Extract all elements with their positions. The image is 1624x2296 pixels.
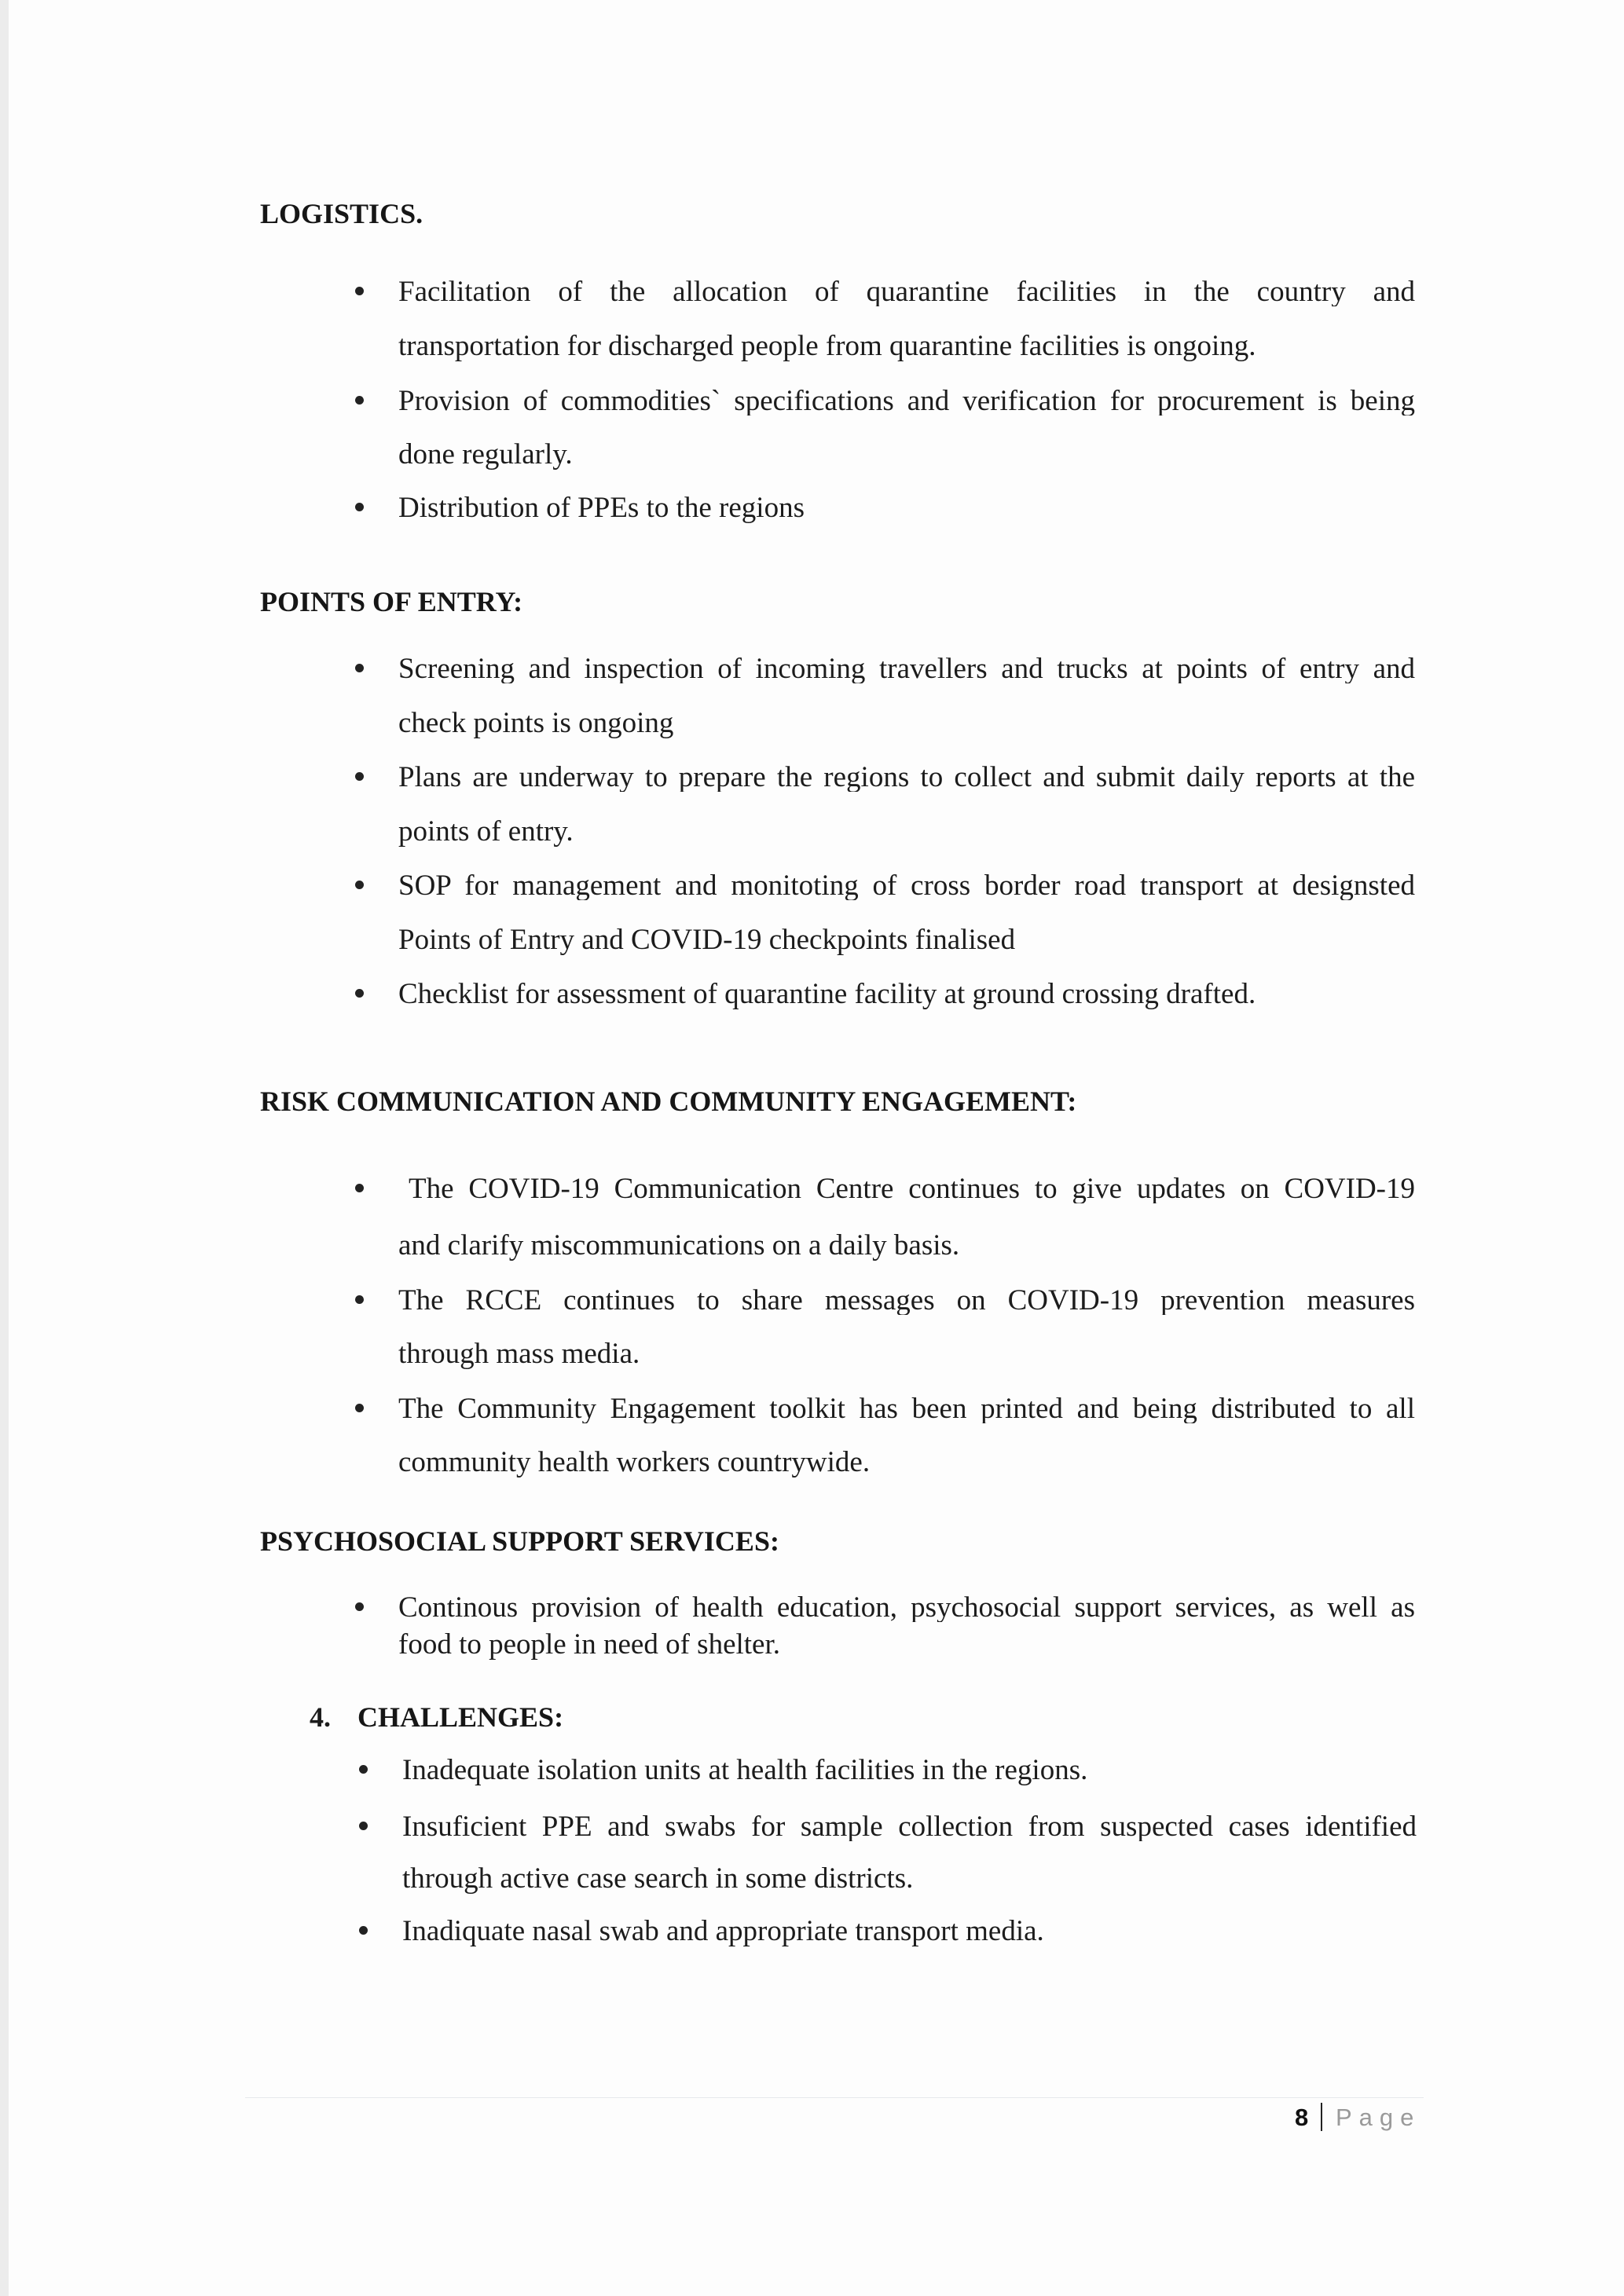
- page-label: Page: [1336, 2104, 1421, 2131]
- page-edge: [0, 0, 9, 2296]
- list-item-line: Continous provision of health education, psychosocial support services, as well as: [398, 1593, 1415, 1622]
- bullet-icon: [355, 772, 364, 781]
- list-item-line: done regularly.: [398, 438, 573, 471]
- bullet-icon: [359, 1822, 368, 1830]
- bullet-icon: [355, 287, 364, 295]
- bullet-icon: [355, 1184, 364, 1192]
- list-item-line: SOP for management and monitoting of cross border road transport at designsted: [398, 871, 1415, 900]
- section-heading-rcce: RISK COMMUNICATION AND COMMUNITY ENGAGEMENT:: [260, 1086, 1077, 1117]
- bullet-icon: [359, 1765, 368, 1774]
- list-item-line: food to people in need of shelter.: [398, 1628, 781, 1661]
- list-item-line: Screening and inspection of incoming travellers and trucks at points of entry and: [398, 654, 1415, 683]
- list-item-line: Points of Entry and COVID-19 checkpoints finalised: [398, 924, 1016, 956]
- list-item-line: through active case search in some districts.: [402, 1862, 914, 1895]
- bullet-icon: [355, 396, 364, 405]
- bullet-icon: [355, 881, 364, 889]
- section-heading-points-of-entry: POINTS OF ENTRY:: [260, 586, 523, 617]
- list-item-line: The Community Engagement toolkit has been printed and being distributed to all: [398, 1394, 1415, 1423]
- list-item-line: Plans are underway to prepare the regions to collect and submit daily reports at the: [398, 763, 1415, 792]
- bullet-icon: [355, 989, 364, 998]
- list-item-line: community health workers countrywide.: [398, 1446, 871, 1478]
- bullet-icon: [355, 1295, 364, 1304]
- section-heading-psychosocial: PSYCHOSOCIAL SUPPORT SERVICES:: [260, 1525, 779, 1557]
- page-number-separator: [1321, 2103, 1322, 2131]
- list-item-line: Insuficient PPE and swabs for sample collection from suspected cases identified: [402, 1812, 1417, 1841]
- list-item-line: Distribution of PPEs to the regions: [398, 492, 805, 524]
- section-number: 4.: [310, 1701, 331, 1733]
- list-item-line: Facilitation of the allocation of quarantine facilities in the country and: [398, 277, 1415, 306]
- list-item-line: and clarify miscommunications on a daily basis.: [398, 1229, 960, 1262]
- section-heading-challenges: CHALLENGES:: [357, 1701, 564, 1733]
- list-item-line: check points is ongoing: [398, 707, 674, 739]
- bullet-icon: [359, 1926, 368, 1935]
- page-number: 8: [1295, 2104, 1309, 2131]
- bullet-icon: [355, 664, 364, 672]
- list-item-line: Provision of commodities` specifications and verification for procurement is being: [398, 386, 1415, 416]
- list-item-line: Checklist for assessment of quarantine facility at ground crossing drafted.: [398, 978, 1256, 1010]
- bullet-icon: [355, 1404, 364, 1412]
- list-item-line: Inadequate isolation units at health facilities in the regions.: [402, 1754, 1088, 1786]
- list-item-line: Inadiquate nasal swab and appropriate transport media.: [402, 1915, 1044, 1947]
- list-item-line: points of entry.: [398, 815, 574, 848]
- bullet-icon: [355, 503, 364, 511]
- list-item-line: through mass media.: [398, 1338, 640, 1370]
- section-heading-logistics: LOGISTICS.: [260, 198, 423, 229]
- list-item-line: transportation for discharged people from quarantine facilities is ongoing.: [398, 330, 1256, 362]
- list-item-line: The RCCE continues to share messages on COVID-19 prevention measures: [398, 1286, 1415, 1315]
- list-item-line: The COVID-19 Communication Centre continues to give updates on COVID-19: [409, 1174, 1415, 1203]
- bullet-icon: [355, 1602, 364, 1611]
- footer-divider: [245, 2097, 1424, 2098]
